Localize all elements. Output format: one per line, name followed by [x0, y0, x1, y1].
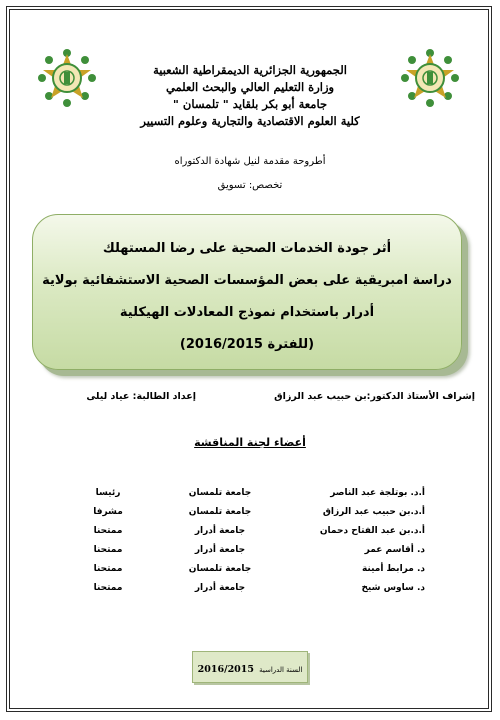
committee-member [0, 526, 500, 545]
committee-member [0, 583, 500, 602]
thesis-title-box [32, 214, 462, 370]
academic-year-value: 2016/2015 [197, 664, 255, 675]
member-name: د. ساوس شيخ [361, 583, 425, 593]
member-university: جامعة أدرار [194, 526, 246, 536]
specialty: تخصص: تسويق [217, 180, 283, 191]
supervisor-label: إشراف الأستاذ الدكتور:بن حبيب عبد الرزاق [274, 391, 475, 402]
committee-members-list [0, 488, 500, 602]
member-role: ممتحنا [93, 526, 123, 536]
institution-header [100, 62, 400, 130]
faculty-line: كلية العلوم الاقتصادية والتجارية وعلوم التسيير [140, 114, 360, 128]
member-university: جامعة أدرار [194, 545, 246, 555]
thesis-type: أطروحة مقدمة لنيل شهادة الدكتوراه [174, 156, 326, 167]
academic-year-label: السنة الدراسية [259, 666, 303, 674]
member-university: جامعة تلمسان [188, 564, 252, 574]
member-role: ممتحنا [93, 564, 123, 574]
thesis-period: (للفترة 2016/2015) [179, 337, 315, 352]
committee-member [0, 564, 500, 583]
university-emblem-icon-left [37, 48, 97, 108]
committee-member [0, 488, 500, 507]
member-name: أ.د.بن حبيب عبد الرزاق [322, 507, 425, 517]
member-name: أ.د.بن عبد الفتاح دحمان [319, 526, 425, 536]
thesis-title-line-3: أدرار باستخدام نموذج المعادلات الهيكلية [119, 305, 375, 320]
university-emblem-icon-right [400, 48, 460, 108]
committee-member [0, 545, 500, 564]
committee-heading: أعضاء لجنة المناقشة [194, 436, 306, 449]
academic-year-box [192, 651, 308, 683]
member-role: مشرفا [93, 507, 123, 517]
student-label: إعداد الطالبة: عياد ليلى [86, 391, 196, 402]
member-role: ممتحنا [93, 545, 123, 555]
ministry-line: وزارة التعليم العالي والبحث العلمي [165, 80, 335, 94]
thesis-title-line-1: أثر جودة الخدمات الصحية على رضا المستهلك [102, 241, 392, 256]
member-university: جامعة أدرار [194, 583, 246, 593]
member-university: جامعة تلمسان [188, 488, 252, 498]
university-line: جامعة أبو بكر بلقايد " تلمسان " [172, 97, 328, 111]
member-name: أ.د. بوتلجة عبد الناصر [330, 488, 425, 498]
member-role: رئيسا [95, 488, 121, 498]
member-role: ممتحنا [93, 583, 123, 593]
member-name: د. أقاسم عمر [364, 545, 425, 555]
thesis-title-line-2: دراسة امبريقية على بعض المؤسسات الصحية الاستشفائية بولاية [42, 273, 452, 288]
member-university: جامعة تلمسان [188, 507, 252, 517]
member-name: د. مرابط أمينة [361, 564, 425, 574]
republic-line: الجمهورية الجزائرية الديمقراطية الشعبية [153, 63, 347, 77]
committee-member [0, 507, 500, 526]
